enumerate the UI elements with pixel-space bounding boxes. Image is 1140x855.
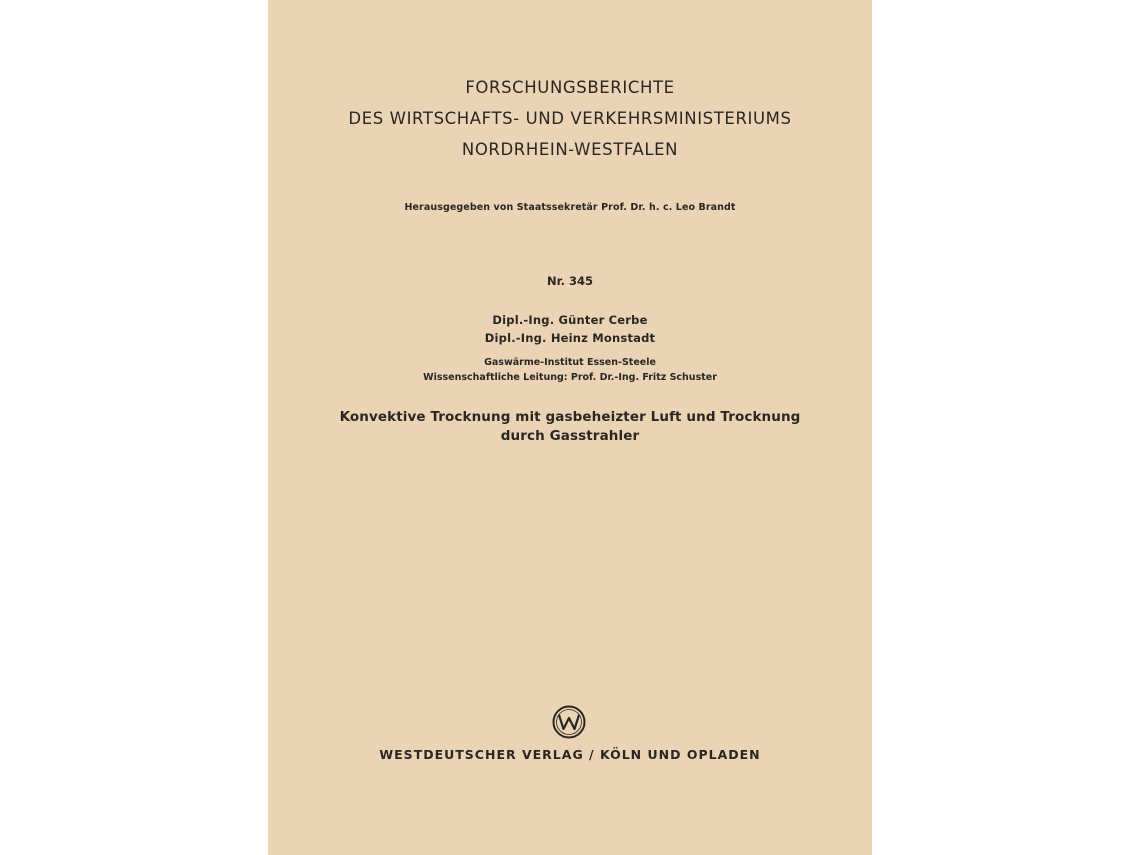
editor-line: Herausgegeben von Staatssekretär Prof. Dr. h. c. Leo Brandt [404,202,736,213]
series-title-line-3: NORDRHEIN-WESTFALEN [461,140,679,159]
westdeutscher-verlag-logo-icon [552,705,586,739]
report-title-line-1: Konvektive Trocknung mit gasbeheizter Luft und Trocknung [339,409,801,425]
author-1: Dipl.-Ing. Günter Cerbe [492,313,648,327]
series-title-line-1: FORSCHUNGSBERICHTE [465,78,675,97]
report-number: Nr. 345 [546,274,594,288]
book-cover [268,0,872,855]
author-2: Dipl.-Ing. Heinz Monstadt [484,331,656,345]
report-title-line-2: durch Gasstrahler [500,428,640,444]
publisher-line: WESTDEUTSCHER VERLAG / KÖLN UND OPLADEN [379,747,761,762]
scientific-lead: Wissenschaftliche Leitung: Prof. Dr.-Ing. Fritz Schuster [423,372,717,383]
series-title-line-2: DES WIRTSCHAFTS- UND VERKEHRSMINISTERIUMS [348,109,792,128]
institute-name: Gaswärme-Institut Essen-Steele [484,357,656,368]
